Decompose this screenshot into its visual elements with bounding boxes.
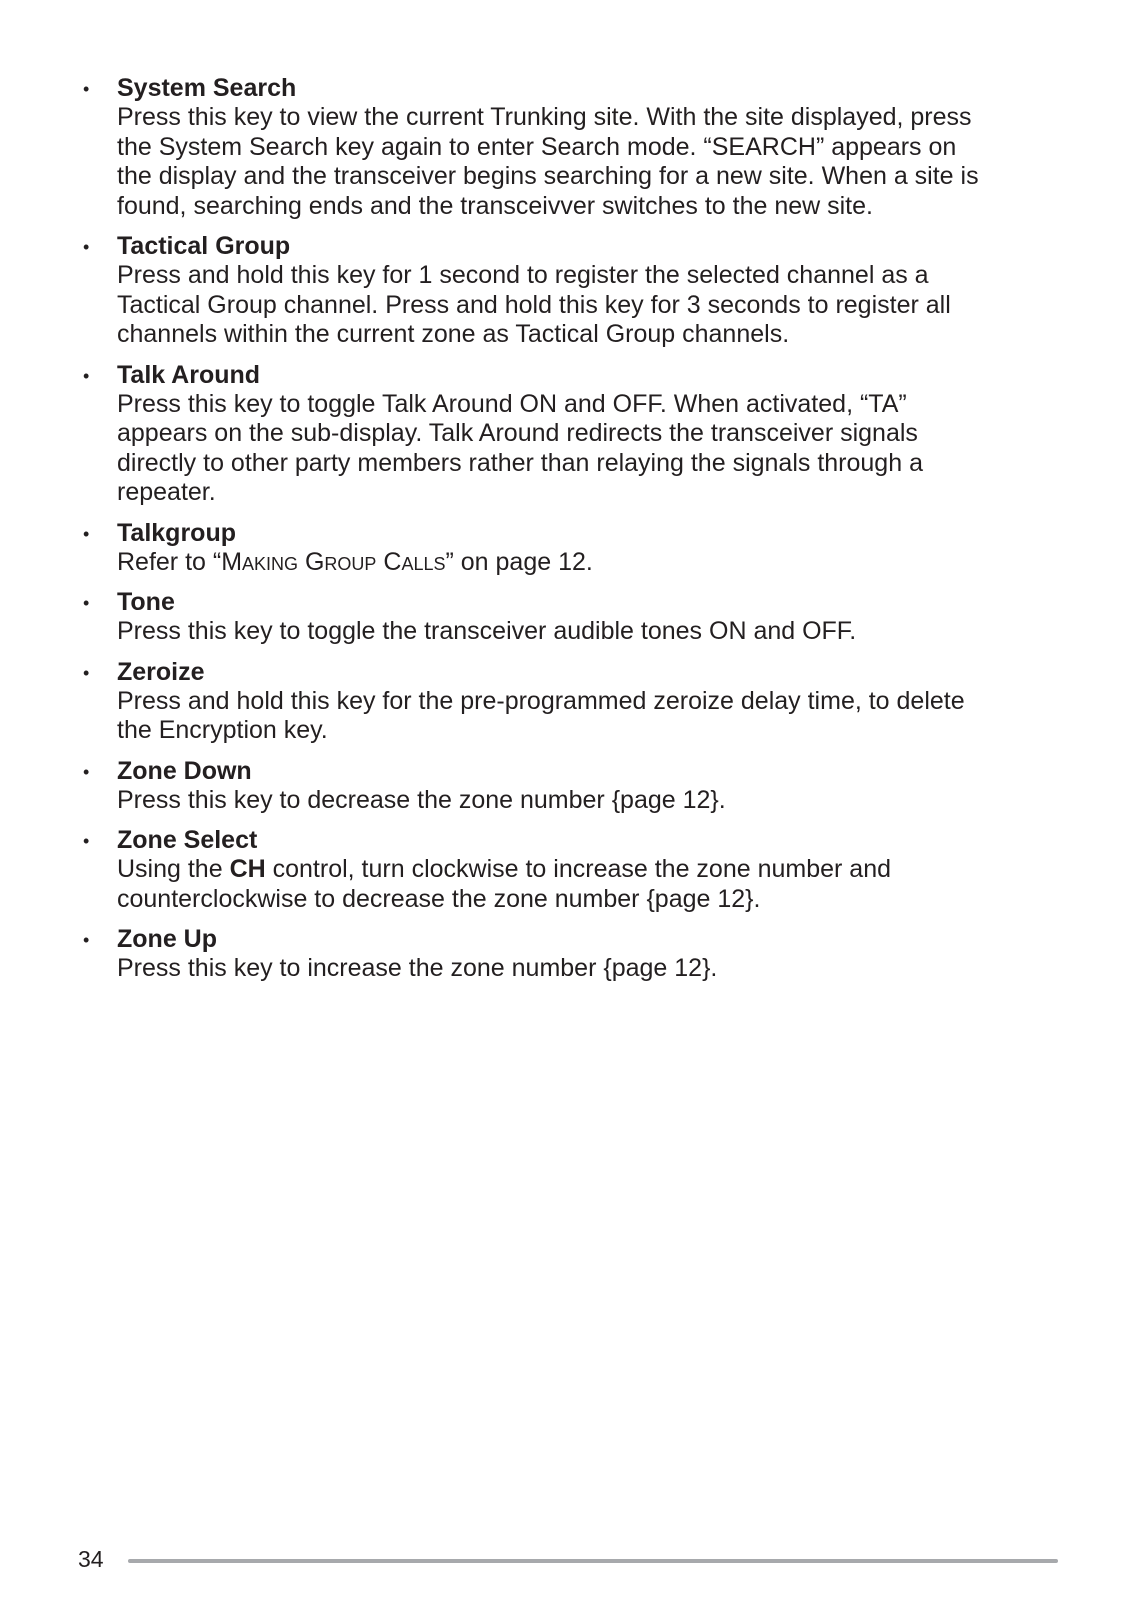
list-item-system-search [79,73,1089,221]
bullet: • [83,593,90,613]
line-suffix: control, turn clockwise to increase the zone number and [265,855,892,883]
item-heading: Talk Around [117,360,261,389]
line-prefix: Using the [117,855,230,883]
item-line: Press and hold this key for the pre-programmed zeroize delay time, to delete [117,686,965,715]
bullet: • [83,79,90,99]
key-function-list [79,73,1089,994]
item-heading: Tone [117,588,175,616]
item-line [117,855,1089,885]
item-line: directly to other party members rather than relaying the signals through a [117,448,923,477]
bullet: • [83,761,90,782]
item-line: the Encryption key. [117,716,328,744]
item-heading: Tactical Group [117,232,291,260]
item-line: Press this key to toggle the transceiver audible tones ON and OFF. [117,617,857,645]
page-footer [78,1544,1058,1574]
list-item-zeroize [79,657,1089,746]
bullet: • [83,365,90,386]
page-number: 34 [78,1546,104,1572]
bullet: • [83,831,90,851]
list-item-tactical-group [79,231,1089,350]
item-heading: System Search [117,74,297,102]
footer-rule [128,1559,1058,1563]
item-line: Tactical Group channel. Press and hold this key for 3 seconds to register all [117,290,951,319]
list-item-zone-down [79,756,1089,816]
item-heading: Zone Down [117,756,252,785]
item-line: Press this key to increase the zone number {page 12}. [117,954,718,982]
bullet: • [83,662,90,683]
list-item-zone-select [79,825,1089,914]
item-heading: Zone Up [117,925,217,953]
item-line: the display and the transceiver begins searching for a new site. When a site is [117,162,979,190]
item-heading: Zeroize [117,657,205,686]
item-line: channels within the current zone as Tactical Group channels. [117,320,790,348]
item-line: Press this key to toggle Talk Around ON and OFF. When activated, “TA” [117,389,907,418]
section-reference: Making Group Calls [221,547,446,576]
item-heading: Zone Select [117,826,258,854]
bullet: • [83,523,90,544]
item-heading: Talkgroup [117,518,236,547]
item-line: found, searching ends and the transceivver switches to the new site. [117,191,873,220]
list-item-talk-around [79,360,1089,508]
list-item-talkgroup [79,518,1089,578]
item-line: repeater. [117,478,216,506]
ref-suffix: ” on page 12. [445,547,593,576]
item-line: Press and hold this key for 1 second to register the selected channel as a [117,261,929,289]
ref-prefix: Refer to “ [117,547,222,576]
control-name: CH [229,855,266,883]
list-item-zone-up [79,924,1089,984]
bullet: • [83,237,90,257]
list-item-tone [79,587,1089,647]
item-line: counterclockwise to decrease the zone number {page 12}. [117,884,761,913]
item-line: the System Search key again to enter Search mode. “SEARCH” appears on [117,132,957,161]
item-line: appears on the sub-display. Talk Around redirects the transceiver signals [117,419,918,447]
item-line [117,548,1089,578]
item-line: Press this key to view the current Trunking site. With the site displayed, press [117,103,972,131]
item-line: Press this key to decrease the zone number {page 12}. [117,785,726,814]
bullet: • [83,930,90,950]
